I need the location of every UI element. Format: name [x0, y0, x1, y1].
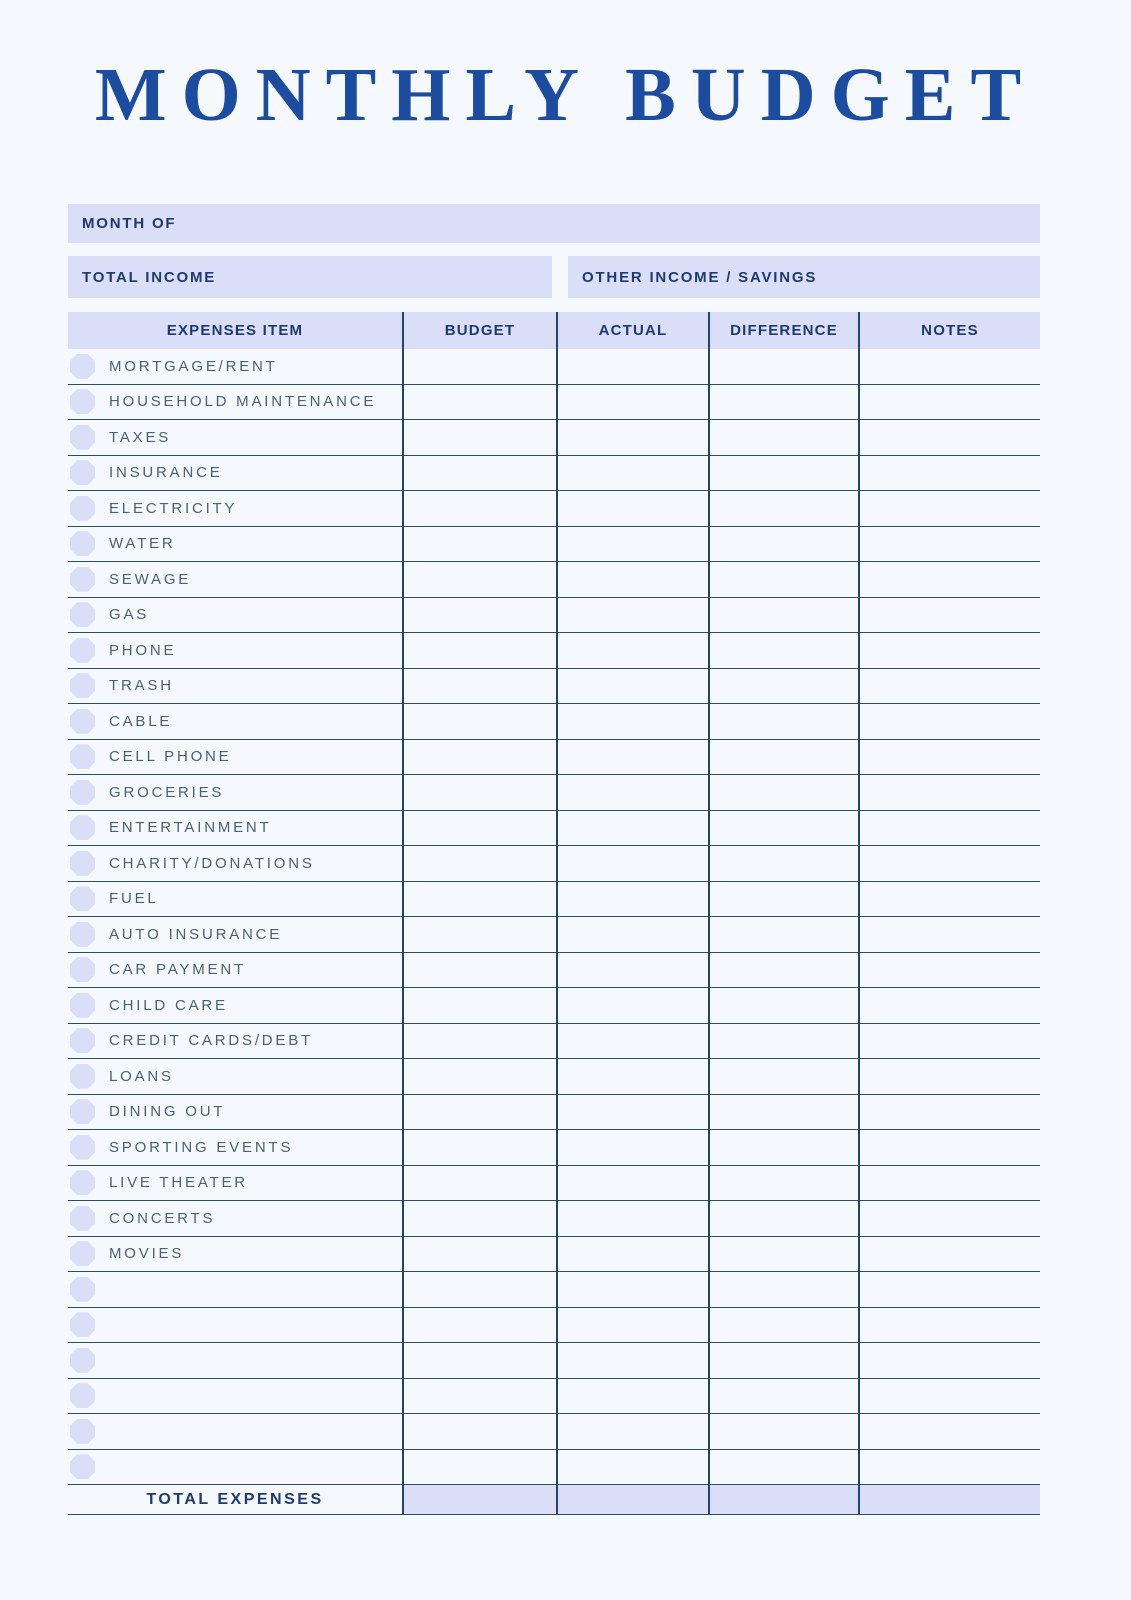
table-row [68, 740, 1040, 776]
bullet-icon [70, 1206, 95, 1231]
month-of-label: MONTH OF [82, 215, 177, 232]
actual-cell [556, 385, 708, 420]
difference-cell [708, 1308, 858, 1343]
bullet-icon [70, 425, 95, 450]
table-row [68, 882, 1040, 918]
bullet-icon [70, 602, 95, 627]
total-budget-cell [402, 1485, 556, 1514]
table-row [68, 775, 1040, 811]
expense-item-cell [68, 775, 402, 810]
actual-cell [556, 704, 708, 739]
expense-item-cell [68, 1343, 402, 1378]
actual-cell [556, 1095, 708, 1130]
table-row [68, 1414, 1040, 1450]
budget-cell [402, 811, 556, 846]
table-row [68, 1024, 1040, 1060]
actual-cell [556, 1166, 708, 1201]
table-row [68, 917, 1040, 953]
actual-cell [556, 1201, 708, 1236]
expense-item-cell [68, 811, 402, 846]
total-income-label: TOTAL INCOME [82, 268, 217, 286]
expense-item-cell [68, 1272, 402, 1307]
expense-item-label: FUEL [109, 890, 159, 908]
bullet-icon [70, 1028, 95, 1053]
table-row [68, 1095, 1040, 1131]
actual-cell [556, 740, 708, 775]
difference-cell [708, 846, 858, 881]
table-row [68, 1343, 1040, 1379]
table-row [68, 1308, 1040, 1344]
difference-cell [708, 491, 858, 526]
month-of-field [68, 204, 1040, 243]
table-row [68, 1130, 1040, 1166]
bullet-icon [70, 496, 95, 521]
expense-item-cell [68, 1024, 402, 1059]
difference-cell [708, 1024, 858, 1059]
difference-cell [708, 1095, 858, 1130]
table-row [68, 349, 1040, 385]
difference-cell [708, 1201, 858, 1236]
total-expenses-row [68, 1485, 1040, 1515]
notes-cell [858, 1059, 1040, 1094]
bullet-icon [70, 531, 95, 556]
budget-cell [402, 669, 556, 704]
difference-cell [708, 562, 858, 597]
difference-cell [708, 1166, 858, 1201]
table-row [68, 1379, 1040, 1415]
actual-cell [556, 349, 708, 384]
page-title: MONTHLY BUDGET [94, 53, 1037, 137]
notes-cell [858, 598, 1040, 633]
difference-cell [708, 953, 858, 988]
notes-cell [858, 1272, 1040, 1307]
expense-item-label: LOANS [109, 1067, 174, 1085]
budget-cell [402, 1095, 556, 1130]
difference-cell [708, 1414, 858, 1449]
difference-cell [708, 1379, 858, 1414]
expense-item-label: CELL PHONE [109, 748, 232, 766]
budget-cell [402, 1379, 556, 1414]
difference-cell [708, 704, 858, 739]
table-row [68, 385, 1040, 421]
notes-cell [858, 1024, 1040, 1059]
bullet-icon [70, 1454, 95, 1479]
difference-cell [708, 456, 858, 491]
other-income-savings-label: OTHER INCOME / SAVINGS [582, 268, 818, 286]
expense-item-cell [68, 598, 402, 633]
total-difference-cell [708, 1485, 858, 1514]
bullet-icon [70, 851, 95, 876]
difference-cell [708, 740, 858, 775]
difference-cell [708, 385, 858, 420]
actual-cell [556, 1237, 708, 1272]
actual-cell [556, 633, 708, 668]
table-row [68, 704, 1040, 740]
notes-cell [858, 1201, 1040, 1236]
expense-item-label: ENTERTAINMENT [109, 819, 272, 837]
budget-cell [402, 1024, 556, 1059]
table-row [68, 527, 1040, 563]
expense-item-cell [68, 846, 402, 881]
notes-cell [858, 491, 1040, 526]
notes-cell [858, 1308, 1040, 1343]
notes-cell [858, 917, 1040, 952]
notes-cell [858, 1237, 1040, 1272]
total-expenses-label: TOTAL EXPENSES [146, 1490, 324, 1508]
notes-cell [858, 420, 1040, 455]
expense-item-label: PHONE [109, 641, 177, 659]
difference-cell [708, 420, 858, 455]
expense-item-label: LIVE THEATER [109, 1174, 248, 1192]
notes-cell [858, 669, 1040, 704]
budget-cell [402, 1308, 556, 1343]
expense-item-label: INSURANCE [109, 464, 223, 482]
expense-item-label: CHILD CARE [109, 996, 228, 1014]
total-income-field [68, 256, 552, 298]
expenses-table-body [68, 349, 1040, 1485]
table-row [68, 1237, 1040, 1273]
table-row [68, 420, 1040, 456]
notes-cell [858, 456, 1040, 491]
difference-cell [708, 527, 858, 562]
notes-cell [858, 562, 1040, 597]
table-row [68, 669, 1040, 705]
budget-cell [402, 740, 556, 775]
budget-cell [402, 1272, 556, 1307]
expense-item-cell [68, 988, 402, 1023]
difference-cell [708, 988, 858, 1023]
table-row [68, 1272, 1040, 1308]
expense-item-label: GAS [109, 606, 150, 624]
bullet-icon [70, 922, 95, 947]
actual-cell [556, 882, 708, 917]
budget-cell [402, 846, 556, 881]
header-notes: NOTES [858, 312, 1040, 349]
budget-cell [402, 1130, 556, 1165]
bullet-icon [70, 567, 95, 592]
difference-cell [708, 669, 858, 704]
notes-cell [858, 988, 1040, 1023]
difference-cell [708, 882, 858, 917]
total-notes-cell [858, 1485, 1040, 1514]
notes-cell [858, 1095, 1040, 1130]
notes-cell [858, 740, 1040, 775]
actual-cell [556, 1414, 708, 1449]
budget-cell [402, 988, 556, 1023]
budget-cell [402, 1414, 556, 1449]
actual-cell [556, 1024, 708, 1059]
table-row [68, 633, 1040, 669]
expense-item-label: ELECTRICITY [109, 499, 238, 517]
budget-cell [402, 1059, 556, 1094]
bullet-icon [70, 886, 95, 911]
expense-item-cell [68, 1308, 402, 1343]
expense-item-cell [68, 1379, 402, 1414]
table-row [68, 491, 1040, 527]
budget-cell [402, 491, 556, 526]
other-income-savings-field [568, 256, 1040, 298]
actual-cell [556, 917, 708, 952]
total-actual-cell [556, 1485, 708, 1514]
difference-cell [708, 1450, 858, 1485]
expense-item-label: SEWAGE [109, 570, 192, 588]
budget-cell [402, 953, 556, 988]
budget-cell [402, 527, 556, 562]
expense-item-label: AUTO INSURANCE [109, 925, 283, 943]
actual-cell [556, 456, 708, 491]
table-row [68, 811, 1040, 847]
expense-item-label: CONCERTS [109, 1209, 216, 1227]
bullet-icon [70, 1312, 95, 1337]
difference-cell [708, 633, 858, 668]
budget-cell [402, 1450, 556, 1485]
notes-cell [858, 882, 1040, 917]
notes-cell [858, 1343, 1040, 1378]
actual-cell [556, 811, 708, 846]
bullet-icon [70, 1135, 95, 1160]
expense-item-label: CABLE [109, 712, 173, 730]
expense-item-label: GROCERIES [109, 783, 225, 801]
bullet-icon [70, 1064, 95, 1089]
expense-item-cell [68, 669, 402, 704]
bullet-icon [70, 1419, 95, 1444]
expense-item-label: CREDIT CARDS/DEBT [109, 1032, 314, 1050]
table-row [68, 846, 1040, 882]
table-row [68, 562, 1040, 598]
budget-cell [402, 882, 556, 917]
expense-item-cell [68, 1095, 402, 1130]
budget-cell [402, 1201, 556, 1236]
actual-cell [556, 598, 708, 633]
expense-item-label: MOVIES [109, 1245, 185, 1263]
header-actual: ACTUAL [556, 312, 708, 349]
expense-item-cell [68, 456, 402, 491]
expense-item-cell [68, 385, 402, 420]
header-difference: DIFFERENCE [708, 312, 858, 349]
difference-cell [708, 775, 858, 810]
notes-cell [858, 953, 1040, 988]
expense-item-cell [68, 1166, 402, 1201]
expense-item-label: SPORTING EVENTS [109, 1138, 294, 1156]
bullet-icon [70, 1099, 95, 1124]
actual-cell [556, 669, 708, 704]
actual-cell [556, 1272, 708, 1307]
expense-item-label: CHARITY/DONATIONS [109, 854, 315, 872]
notes-cell [858, 775, 1040, 810]
table-row [68, 988, 1040, 1024]
actual-cell [556, 953, 708, 988]
table-row [68, 1450, 1040, 1486]
expense-item-label: HOUSEHOLD MAINTENANCE [109, 393, 377, 411]
notes-cell [858, 633, 1040, 668]
difference-cell [708, 1059, 858, 1094]
expense-item-cell [68, 917, 402, 952]
notes-cell [858, 1166, 1040, 1201]
actual-cell [556, 988, 708, 1023]
difference-cell [708, 1343, 858, 1378]
actual-cell [556, 1308, 708, 1343]
expense-item-label: DINING OUT [109, 1103, 226, 1121]
expense-item-cell [68, 420, 402, 455]
notes-cell [858, 1450, 1040, 1485]
header-budget: BUDGET [402, 312, 556, 349]
budget-cell [402, 349, 556, 384]
bullet-icon [70, 1348, 95, 1373]
budget-cell [402, 1237, 556, 1272]
expense-item-cell [68, 1414, 402, 1449]
expense-item-cell [68, 740, 402, 775]
budget-cell [402, 1343, 556, 1378]
header-expenses-item: EXPENSES ITEM [166, 322, 304, 339]
actual-cell [556, 562, 708, 597]
expense-item-cell [68, 349, 402, 384]
expense-item-cell [68, 882, 402, 917]
actual-cell [556, 1450, 708, 1485]
actual-cell [556, 846, 708, 881]
expense-item-cell [68, 1059, 402, 1094]
actual-cell [556, 1379, 708, 1414]
expense-item-cell [68, 1450, 402, 1485]
budget-cell [402, 598, 556, 633]
expense-item-cell [68, 562, 402, 597]
notes-cell [858, 527, 1040, 562]
expense-item-cell [68, 1201, 402, 1236]
difference-cell [708, 1130, 858, 1165]
budget-cell [402, 385, 556, 420]
expense-item-label: TAXES [109, 428, 172, 446]
notes-cell [858, 385, 1040, 420]
budget-cell [402, 917, 556, 952]
bullet-icon [70, 1170, 95, 1195]
difference-cell [708, 349, 858, 384]
actual-cell [556, 775, 708, 810]
table-row [68, 1201, 1040, 1237]
expense-item-cell [68, 633, 402, 668]
expense-item-label: MORTGAGE/RENT [109, 357, 278, 375]
budget-cell [402, 562, 556, 597]
budget-cell [402, 633, 556, 668]
expense-item-cell [68, 491, 402, 526]
bullet-icon [70, 673, 95, 698]
table-row [68, 456, 1040, 492]
expense-item-cell [68, 527, 402, 562]
bullet-icon [70, 1383, 95, 1408]
expense-item-label: TRASH [109, 677, 174, 695]
notes-cell [858, 704, 1040, 739]
table-row [68, 953, 1040, 989]
expense-item-label: WATER [109, 535, 176, 553]
actual-cell [556, 420, 708, 455]
difference-cell [708, 1272, 858, 1307]
table-row [68, 1059, 1040, 1095]
bullet-icon [70, 354, 95, 379]
difference-cell [708, 917, 858, 952]
table-row [68, 1166, 1040, 1202]
notes-cell [858, 1414, 1040, 1449]
bullet-icon [70, 389, 95, 414]
table-header-row [68, 312, 1040, 349]
actual-cell [556, 491, 708, 526]
expense-item-cell [68, 1130, 402, 1165]
notes-cell [858, 349, 1040, 384]
bullet-icon [70, 780, 95, 805]
actual-cell [556, 1343, 708, 1378]
budget-cell [402, 420, 556, 455]
difference-cell [708, 811, 858, 846]
bullet-icon [70, 638, 95, 663]
expense-item-cell [68, 1237, 402, 1272]
bullet-icon [70, 957, 95, 982]
expense-item-cell [68, 704, 402, 739]
actual-cell [556, 1130, 708, 1165]
budget-cell [402, 456, 556, 491]
difference-cell [708, 1237, 858, 1272]
bullet-icon [70, 993, 95, 1018]
bullet-icon [70, 1277, 95, 1302]
notes-cell [858, 1130, 1040, 1165]
table-row [68, 598, 1040, 634]
notes-cell [858, 1379, 1040, 1414]
budget-cell [402, 775, 556, 810]
actual-cell [556, 527, 708, 562]
bullet-icon [70, 744, 95, 769]
difference-cell [708, 598, 858, 633]
notes-cell [858, 811, 1040, 846]
bullet-icon [70, 709, 95, 734]
expenses-table [68, 312, 1040, 1515]
actual-cell [556, 1059, 708, 1094]
bullet-icon [70, 1241, 95, 1266]
budget-cell [402, 704, 556, 739]
expense-item-label: CAR PAYMENT [109, 961, 246, 979]
bullet-icon [70, 460, 95, 485]
notes-cell [858, 846, 1040, 881]
bullet-icon [70, 815, 95, 840]
expense-item-cell [68, 953, 402, 988]
budget-cell [402, 1166, 556, 1201]
